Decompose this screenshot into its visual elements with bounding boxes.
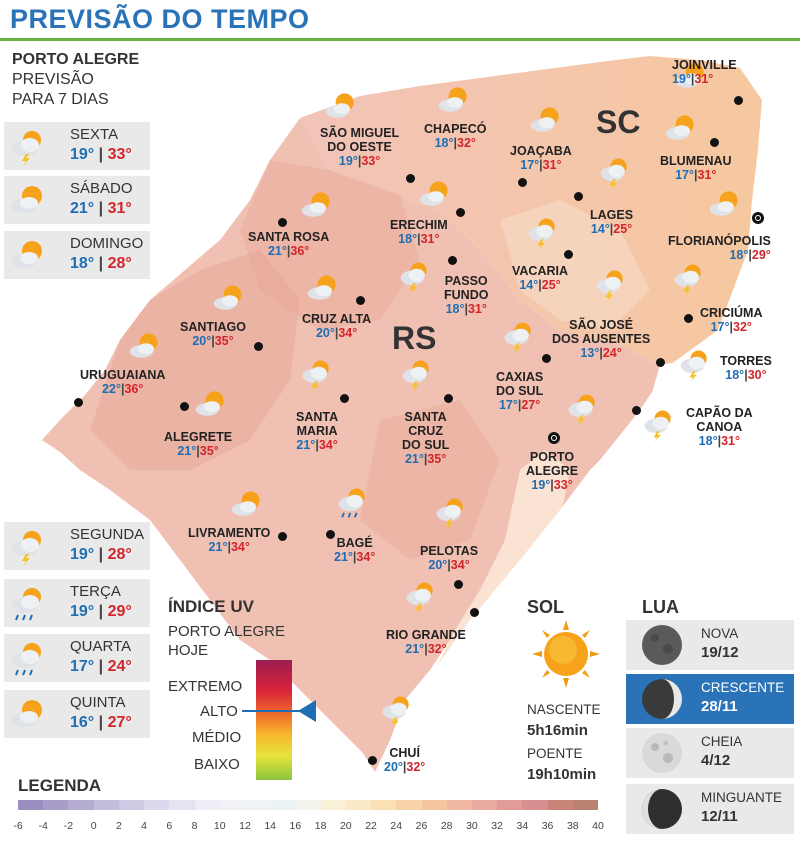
legend-swatch [548,800,573,810]
day-temps: 18° | 28° [70,255,132,272]
uv-scale-bar [256,660,292,780]
city-marker [278,218,287,227]
uv-subtitle: PORTO ALEGRE HOJE [168,623,285,659]
capital-marker [548,432,560,444]
partly-cloudy-icon [8,235,48,275]
state-label-sc: SC [596,104,641,140]
city-label-torres: TORRES 18°|30° [720,354,772,382]
partly-cloudy-icon [210,280,248,316]
city-marker [542,354,551,363]
city-marker [444,394,453,403]
moon-phase-minguante: MINGUANTE 12/11 [626,784,794,834]
day-forecast-sabado [4,176,150,224]
city-marker [710,138,719,147]
sun-icon [530,618,602,690]
legend-tick-label: -2 [63,820,74,832]
day-forecast-quinta [4,690,150,738]
city-marker [518,178,527,187]
sunrise-label: NASCENTE [527,702,601,717]
city-label-caxias: CAXIAS DO SUL 17°|27° [496,370,544,412]
partly-cloudy-icon [662,110,700,146]
day-forecast-terca [4,579,150,627]
rain-partly-cloudy-icon [8,583,48,623]
storm-partly-cloudy-icon [8,526,48,566]
day-forecast-sexta [4,122,150,170]
day-temps: 19° | 28° [70,546,132,563]
city-marker [574,192,583,201]
day-name: DOMINGO [70,235,144,252]
legend-tick-label: 34 [516,820,529,832]
moon-title: LUA [642,597,679,617]
storm-partly-cloudy-icon [432,494,470,530]
legend-swatch [472,800,497,810]
uv-level-extremo: EXTREMO [168,678,243,695]
storm-partly-cloudy-icon [396,258,434,294]
city-label-santa-maria: SANTA MARIA 21°|34° [296,410,339,452]
legend-tick-label: 2 [115,820,122,832]
legend-tick-label: 12 [239,820,251,832]
day-temps: 17° | 24° [70,658,132,675]
day-name: QUARTA [70,638,132,655]
legend-swatch [68,800,93,810]
city-label-cruz-alta: CRUZ ALTA 20°|34° [302,312,372,340]
uv-level-medio: MÉDIO [192,729,242,746]
city-label-erechim: ERECHIM 18°|31° [390,218,448,246]
waning-moon-icon [640,787,684,831]
legend-tick-label: 24 [390,820,403,832]
city-label-passo-fundo: PASSO FUNDO 18°|31° [444,274,489,316]
legend-tick-label: 6 [166,820,173,832]
sun-title: SOL [527,597,565,617]
city-label-criciuma: CRICIÚMA 17°|32° [700,306,763,334]
legend-swatch [396,800,421,810]
day-name: SEXTA [70,126,119,143]
partly-cloudy-icon [416,176,454,212]
city-label-lages: LAGES 14°|25° [590,208,634,236]
day-temps: 16° | 27° [70,714,132,731]
partly-cloudy-icon [322,88,360,124]
day-forecast-quarta [4,634,150,682]
sunset-time: 19h10min [527,766,597,783]
city-label-blumenau: BLUMENAU 17°|31° [660,154,732,182]
city-label-porto-alegre: PORTO ALEGRE 19°|33° [526,450,579,492]
city-label-bage: BAGÉ 21°|34° [334,536,376,564]
city-label-uruguaiana: URUGUAIANA 22°|36° [80,368,166,396]
legend-swatch [195,800,220,810]
legend-tick-label: 26 [415,820,428,832]
temperature-color-scale [18,800,598,810]
legend-tick-label: -4 [38,820,48,832]
legend-tick-label: 20 [339,820,352,832]
day-temps: 19° | 29° [70,603,132,620]
city-marker [356,296,365,305]
uv-level-baixo: BAIXO [194,756,240,773]
city-marker [368,756,377,765]
day-forecast-segunda [4,522,150,570]
legend-swatch [270,800,295,810]
legend-swatch [119,800,144,810]
legend-tick-label: 38 [566,820,579,832]
city-label-joinville: JOINVILLE 19°|31° [672,58,737,86]
partly-cloudy-icon [126,328,164,364]
legend-swatch [522,800,547,810]
storm-partly-cloudy-icon [676,346,714,382]
city-marker [180,402,189,411]
legend-swatch [245,800,270,810]
forecast-line2: PREVISÃO [12,71,94,88]
legend-tick-label: 36 [541,820,554,832]
city-marker [684,314,693,323]
legend-swatch [43,800,68,810]
partly-cloudy-icon [192,386,230,422]
city-label-capao: CAPÃO DA CANOA 18°|31° [686,406,753,448]
legend-swatch [220,800,245,810]
city-marker [456,208,465,217]
capital-marker [752,212,764,224]
legend-tick-label: 8 [191,820,198,832]
day-name: SÁBADO [70,180,133,197]
legend-tick-label: 28 [440,820,453,832]
header-rule [0,38,800,41]
city-marker [632,406,641,415]
legend-tick-label: 14 [264,820,277,832]
storm-partly-cloudy-icon [378,692,416,728]
rain-cloudy-icon [334,484,372,520]
page-title: PREVISÃO DO TEMPO [10,4,310,34]
moon-phase-crescente: CRESCENTE 28/11 [626,674,794,724]
sunset-label: POENTE [527,746,583,761]
forecast-heading [12,50,139,110]
legend-swatch [573,800,598,810]
full-moon-icon [640,731,684,775]
new-moon-icon [640,623,684,667]
state-label-rs: RS [392,320,437,356]
moon-phase-nova: NOVA 19/12 [626,620,794,670]
legend-tick-label: 40 [592,820,604,832]
day-forecast-domingo [4,231,150,279]
moon-phase-cheia: CHEIA 4/12 [626,728,794,778]
day-name: QUINTA [70,694,126,711]
city-label-alegrete: ALEGRETE 21°|35° [164,430,233,458]
uv-level-alto: ALTO [200,703,238,720]
city-label-pelotas: PELOTAS 20°|34° [420,544,479,572]
city-marker [734,96,743,105]
city-label-santa-rosa: SANTA ROSA 21°|36° [248,230,330,258]
storm-partly-cloudy-icon [524,214,562,250]
city-marker [448,256,457,265]
uv-current-indicator [242,710,306,712]
storm-partly-cloudy-icon [592,266,630,302]
city-marker [470,608,479,617]
legend-tick-label: 32 [491,820,503,832]
city-label-vacaria: VACARIA 14°|25° [512,264,569,292]
legend-swatch [18,800,43,810]
day-temps: 21° | 31° [70,200,132,217]
day-name: TERÇA [70,583,121,600]
uv-title: ÍNDICE UV [168,597,254,616]
temperature-scale-ticks [13,820,604,836]
city-label-sao-jose: SÃO JOSÉ DOS AUSENTES 13°|24° [552,318,651,360]
legend-swatch [346,800,371,810]
legend-tick-label: 18 [314,820,327,832]
partly-cloudy-icon [8,180,48,220]
day-temps: 19° | 33° [70,146,132,163]
legend-swatch [447,800,472,810]
city-label-santiago: SANTIAGO 20°|35° [180,320,246,348]
storm-partly-cloudy-icon [298,356,336,392]
city-marker [656,358,665,367]
city-label-florianopolis: FLORIANÓPOLIS 18°|29° [668,234,771,262]
storm-partly-cloudy-icon [564,390,602,426]
legend-tick-label: 4 [141,820,147,832]
city-label-livramento: LIVRAMENTO 21°|34° [188,526,271,554]
legend-swatch [497,800,522,810]
legend-tick-label: 16 [289,820,302,832]
storm-partly-cloudy-icon [670,260,708,296]
legend-tick-label: -6 [13,820,23,832]
storm-partly-cloudy-icon [398,356,436,392]
legend-swatch [321,800,346,810]
storm-partly-cloudy-icon [8,126,48,166]
partly-cloudy-icon [304,270,342,306]
partly-cloudy-icon [228,486,266,522]
storm-partly-cloudy-icon [596,154,634,190]
partly-cloudy-icon [8,694,48,734]
day-name: SEGUNDA [70,526,145,543]
legend-swatch [94,800,119,810]
legend-tick-label: 0 [90,820,97,832]
city-marker [406,174,415,183]
sunrise-time: 5h16min [527,722,588,739]
city-label-santa-cruz: SANTA CRUZ DO SUL 21°|35° [402,410,450,466]
storm-partly-cloudy-icon [402,578,440,614]
storm-partly-cloudy-icon [640,406,678,442]
rain-partly-cloudy-icon [8,638,48,678]
city-label-rio-grande: RIO GRANDE 21°|32° [386,628,466,656]
legend-tick-label: 22 [365,820,377,832]
city-label-chui: CHUÍ 20°|32° [384,746,426,774]
legend-swatch [295,800,320,810]
city-marker [254,342,263,351]
city-marker [564,250,573,259]
partly-cloudy-icon [435,82,473,118]
storm-partly-cloudy-icon [500,318,538,354]
partly-cloudy-icon [706,186,744,222]
legend-swatch [144,800,169,810]
legend-tick-label: 10 [213,820,226,832]
legend-swatch [422,800,447,810]
legend-tick-label: 30 [466,820,478,832]
legend-title: LEGENDA [18,776,102,795]
uv-pointer-icon [298,700,316,722]
legend-swatch [371,800,396,810]
partly-cloudy-icon [298,187,336,223]
city-marker [74,398,83,407]
partly-cloudy-icon [527,102,565,138]
city-label-sao-miguel: SÃO MIGUEL DO OESTE 19°|33° [320,126,400,168]
forecast-city: PORTO ALEGRE [12,51,140,68]
legend-swatch [169,800,194,810]
forecast-line3: PARA 7 DIAS [12,91,109,108]
crescent-moon-icon [640,677,684,721]
city-label-joacaba: JOAÇABA 17°|31° [510,144,572,172]
city-label-chapeco: CHAPECÓ 18°|32° [424,122,487,150]
city-marker [278,532,287,541]
city-marker [454,580,463,589]
city-marker [340,394,349,403]
